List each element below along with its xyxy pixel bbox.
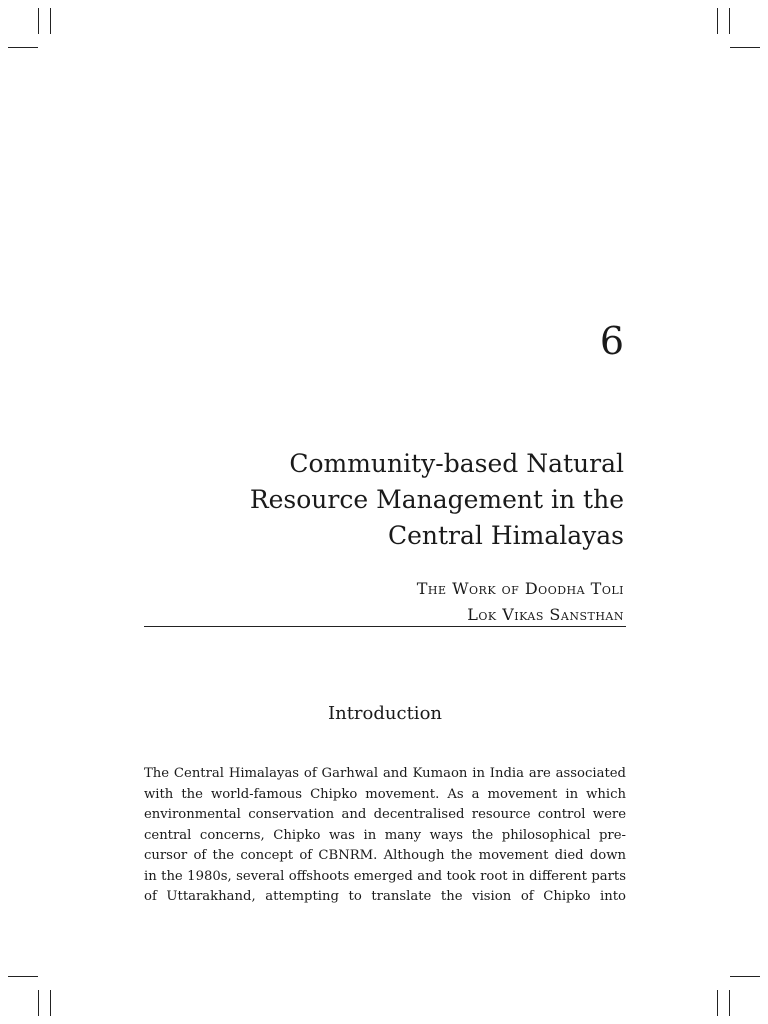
chapter-title [204, 446, 624, 554]
chapter-title-line: Central Himalayas [387, 521, 624, 550]
subtitle-line: The Work of Doodha Toli [416, 579, 624, 598]
chapter-title-line: Community-based Natural [289, 449, 624, 478]
body-line: cursor of the concept of CBNRM. Although the movement died down [144, 848, 626, 863]
chapter-number: 6 [599, 319, 624, 363]
crop-mark-top-right-vertical-inner [729, 8, 730, 34]
crop-mark-bottom-left-horizontal [8, 976, 38, 977]
crop-mark-bottom-left-vertical-outer [38, 990, 39, 1016]
crop-mark-bottom-right-vertical-inner [729, 990, 730, 1016]
crop-mark-top-left-horizontal [8, 47, 38, 48]
section-heading: Introduction [328, 703, 442, 724]
crop-mark-bottom-right-vertical-outer [717, 990, 718, 1016]
body-paragraph [144, 764, 626, 908]
crop-mark-top-right-vertical-outer [717, 8, 718, 34]
body-line: central concerns, Chipko was in many ways the philosophical pre- [144, 827, 626, 843]
body-line: with the world-famous Chipko movement. As a movement in which [144, 786, 626, 802]
body-line: environmental conservation and decentralised resource control were [144, 807, 626, 822]
body-line: of Uttarakhand, attempting to translate the vision of Chipko into [144, 889, 626, 904]
crop-mark-bottom-right-horizontal [730, 976, 760, 977]
subtitle-line: Lok Vikas Sansthan [467, 605, 624, 624]
title-divider [144, 626, 626, 627]
crop-mark-top-right-horizontal [730, 47, 760, 48]
crop-mark-top-left-vertical-inner [50, 8, 51, 34]
crop-mark-bottom-left-vertical-inner [50, 990, 51, 1016]
crop-mark-top-left-vertical-outer [38, 8, 39, 34]
body-line: in the 1980s, several offshoots emerged and took root in different parts [144, 868, 626, 884]
chapter-title-line: Resource Management in the [249, 485, 624, 514]
body-line: The Central Himalayas of Garhwal and Kumaon in India are associated [144, 766, 626, 781]
chapter-subtitle [204, 576, 624, 628]
